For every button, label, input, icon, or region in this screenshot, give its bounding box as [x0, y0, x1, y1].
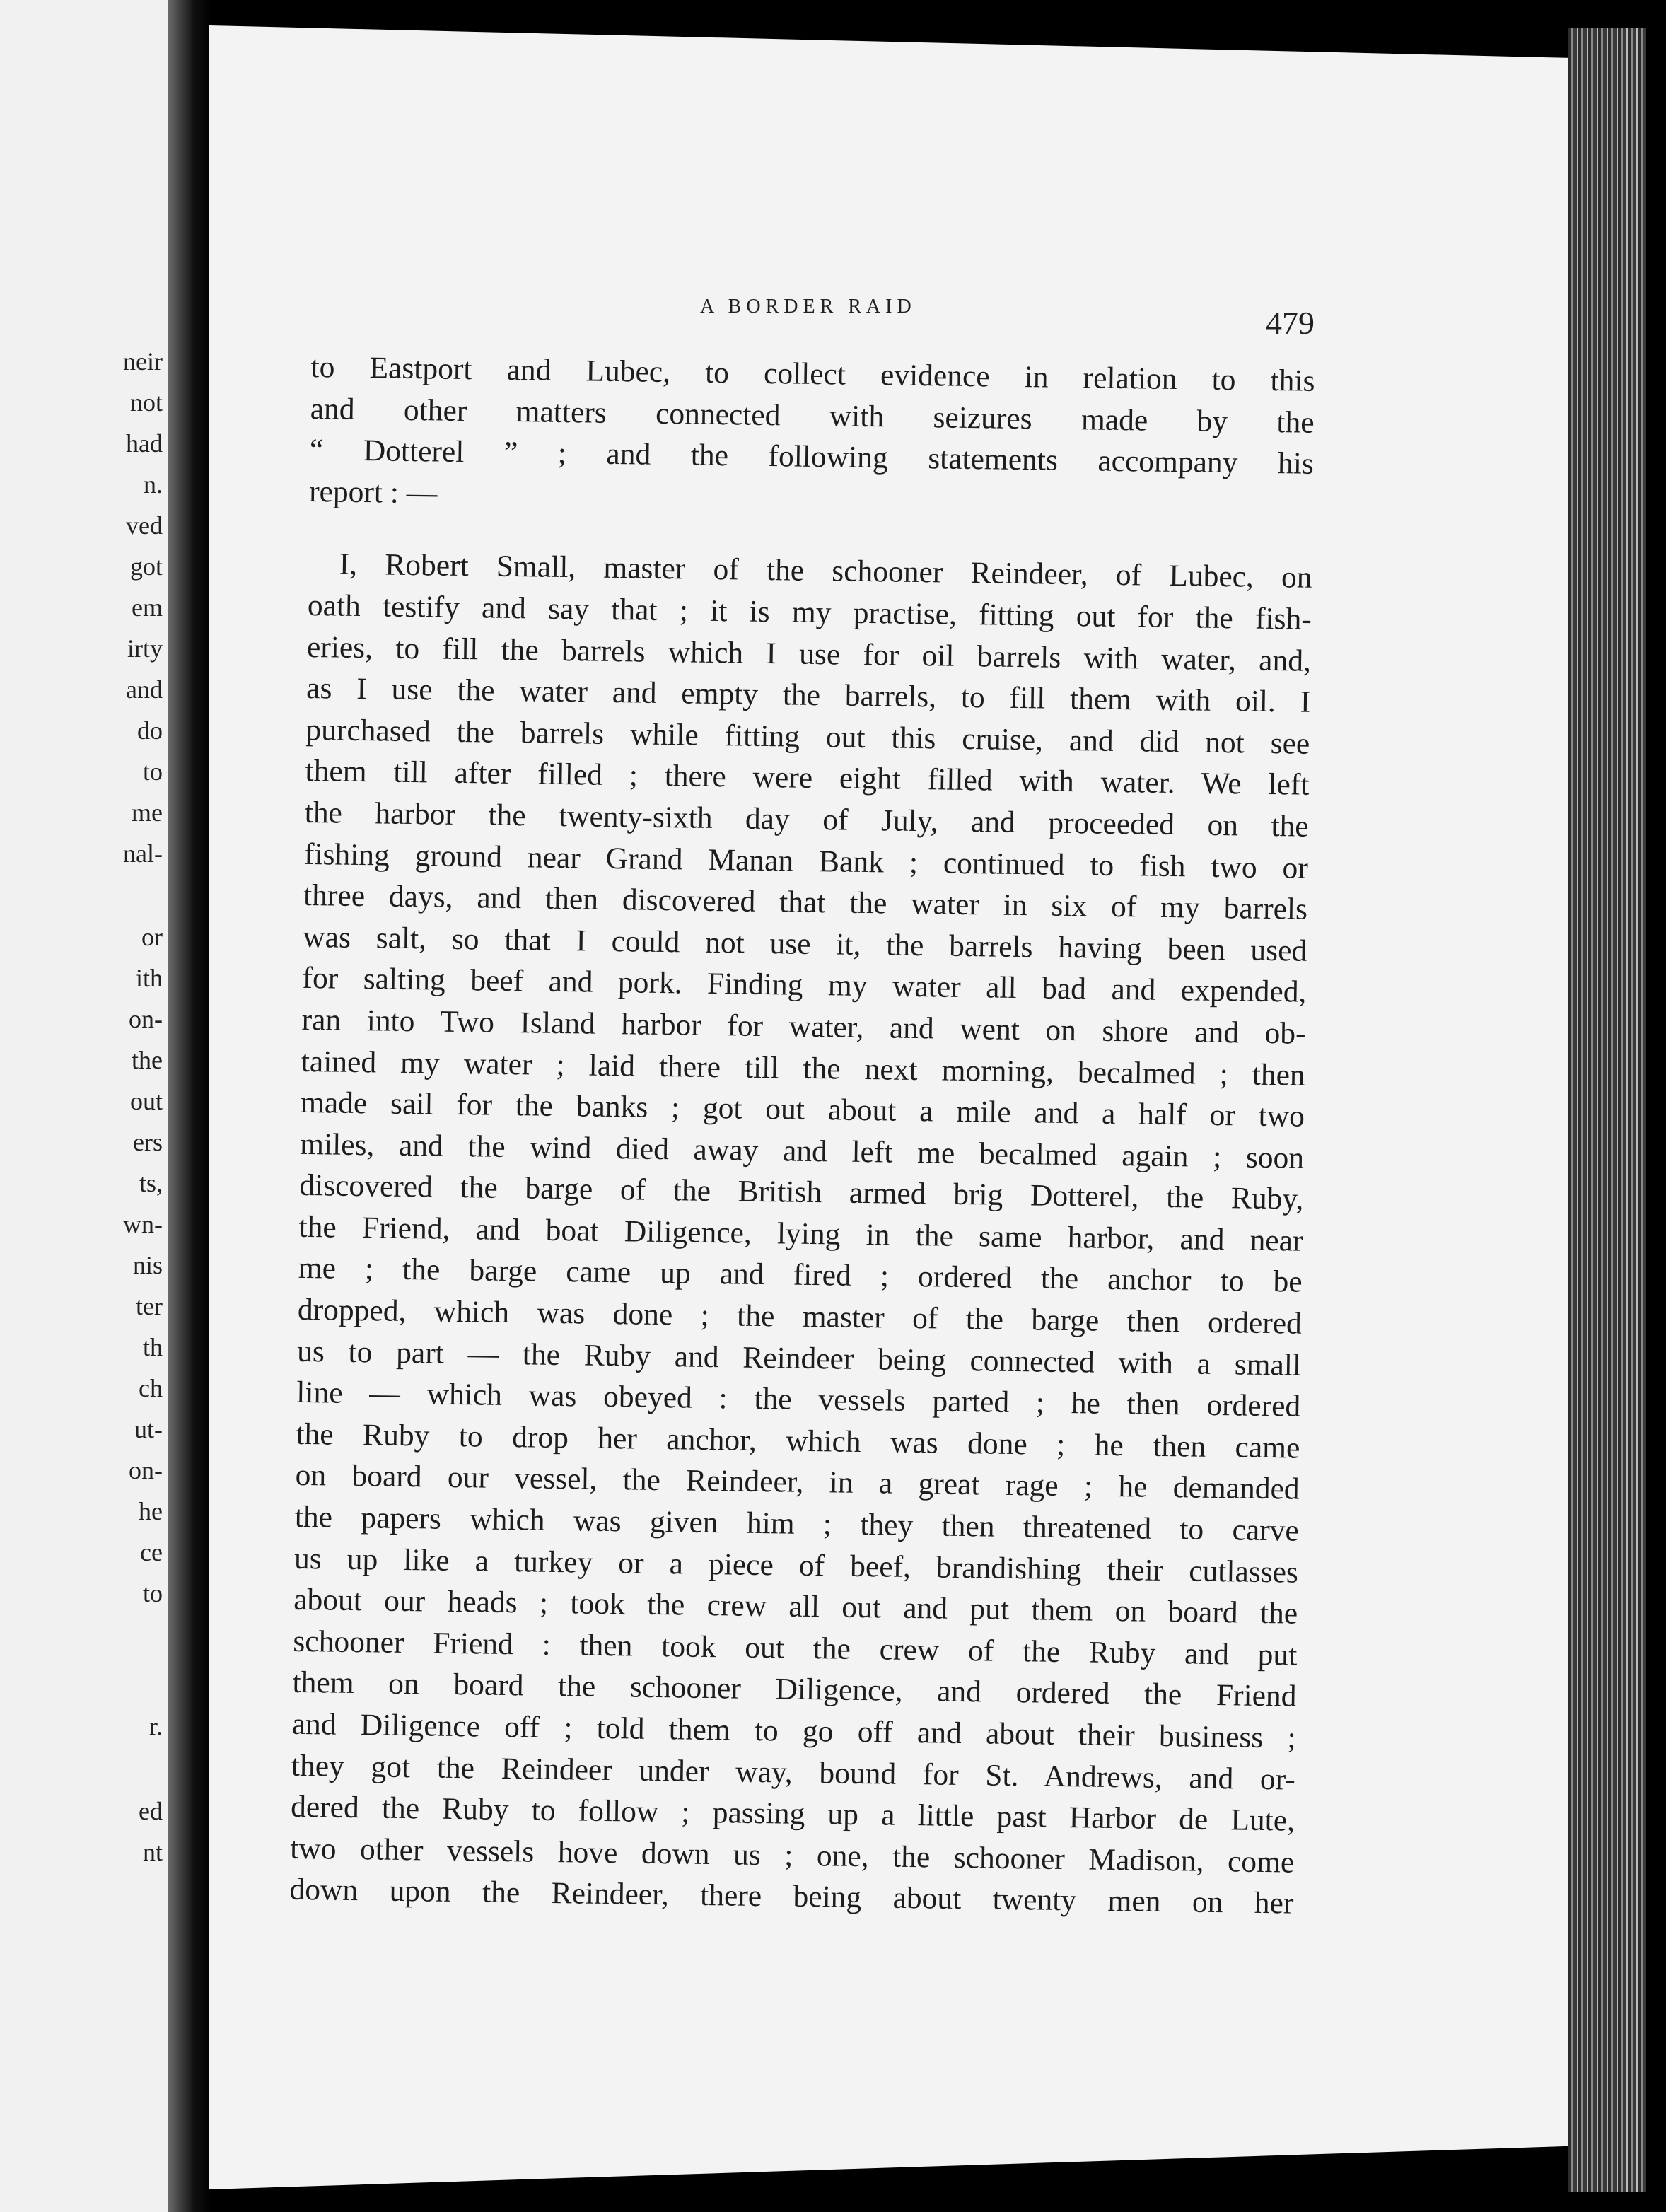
page-number: 479	[1266, 305, 1315, 341]
text-line: dropped, which was done ; the master of the barge then ordered	[297, 1292, 1303, 1341]
left-fragment: to	[142, 1579, 163, 1607]
running-head: A BORDER RAID	[700, 296, 916, 318]
book-gutter	[168, 0, 211, 2212]
text-line: purchased the barrels while fitting out this cruise, and did not see	[305, 712, 1310, 761]
left-fragment: n.	[144, 470, 163, 499]
text-line: dered the Ruby to follow ; passing up a little past Harbor de Lute,	[290, 1789, 1295, 1838]
text-line: tained my water ; laid there till the next morning, becalmed ; then	[301, 1044, 1306, 1093]
text-line: oath testify and say that ; it is my practise, fitting out for the fish-	[307, 588, 1312, 636]
text-line: us up like a turkey or a piece of beef, brandishing their cutlasses	[293, 1541, 1299, 1590]
left-fragment: ed	[139, 1797, 163, 1825]
scan-speck	[273, 0, 280, 7]
text-line: the harbor the twenty-sixth day of July, and proceeded on the	[304, 795, 1309, 844]
text-line: us to part — the Ruby and Reindeer being connected with a small	[296, 1334, 1302, 1382]
left-fragment: neir	[123, 347, 163, 376]
text-line: on board our vessel, the Reindeer, in a great rage ; he demanded	[295, 1458, 1300, 1507]
left-fragment: wn-	[123, 1210, 163, 1238]
text-line: discovered the barge of the British armed brig Dotterel, the Ruby,	[299, 1168, 1304, 1216]
text-line: I, Robert Small, master of the schooner Reindeer, of Lubec, on	[339, 547, 1312, 595]
text-line: miles, and the wind died away and left me becalmed again ; soon	[299, 1127, 1305, 1175]
left-fragment: on-	[129, 1456, 163, 1484]
text-line: eries, to fill the barrels which I use for oil barrels with water, and,	[306, 629, 1312, 678]
left-fragment: out	[129, 1087, 163, 1115]
text-line: ran into Two Island harbor for water, and went on shore and ob-	[301, 1002, 1306, 1051]
text-line: them on board the schooner Diligence, and ordered the Friend	[292, 1665, 1297, 1714]
left-fragment: or	[141, 923, 163, 951]
text-line: two other vessels hove down us ; one, the schooner Madison, come	[290, 1831, 1295, 1880]
body-text	[289, 347, 1315, 1925]
text-line: about our heads ; took the crew all out and put them on board the	[293, 1583, 1298, 1631]
text-line: made sail for the banks ; got out about a mile and a half or two	[300, 1085, 1305, 1134]
text-line: me ; the barge came up and fired ; ordered the anchor to be	[298, 1251, 1303, 1300]
left-fragment: nal-	[123, 839, 163, 868]
text-line: the papers which was given him ; they then threatened to carve	[294, 1499, 1300, 1548]
left-fragment: he	[139, 1497, 163, 1525]
text-line: them till after filled ; there were eight filled with water. We left	[305, 754, 1310, 803]
left-fragment: ch	[139, 1374, 163, 1402]
text-line: fishing ground near Grand Manan Bank ; continued to fish two or	[303, 837, 1309, 885]
text-line: down upon the Reindeer, there being about twenty men on her	[289, 1873, 1294, 1921]
text-line: the Ruby to drop her anchor, which was done ; he then came	[296, 1416, 1300, 1465]
left-fragment: th	[142, 1333, 163, 1361]
left-fragment: got	[129, 552, 163, 581]
text-line: the Friend, and boat Diligence, lying in the same harbor, and near	[298, 1209, 1303, 1258]
left-fragment: and	[126, 675, 163, 704]
text-line: and Diligence off ; told them to go off and about their business ;	[291, 1706, 1296, 1755]
left-fragment: had	[126, 429, 163, 458]
left-fragment: on-	[129, 1005, 163, 1033]
text-line: for salting beef and pork. Finding my water all bad and expended,	[302, 961, 1307, 1010]
text-line: three days, and then discovered that the water in six of my barrels	[303, 878, 1308, 926]
text-line: and other matters connected with seizures made by the	[310, 391, 1315, 440]
text-line: “ Dotterel ” ; and the following statements accompany his	[309, 433, 1315, 481]
left-fragment: nis	[132, 1251, 163, 1279]
left-fragment: em	[132, 593, 163, 622]
left-page	[0, 0, 168, 2212]
left-fragment: nt	[142, 1838, 163, 1866]
text-line: schooner Friend : then took out the crew of the Ruby and put	[293, 1624, 1298, 1672]
text-line: report : —	[308, 474, 438, 511]
left-fragment: ers	[133, 1128, 163, 1156]
left-fragment: irty	[127, 634, 163, 663]
left-fragment: do	[137, 716, 163, 745]
left-fragment: to	[142, 757, 163, 786]
left-fragment: ith	[135, 964, 163, 992]
paragraph	[289, 543, 1312, 1924]
left-fragment: r.	[148, 1712, 163, 1740]
left-fragment: the	[132, 1046, 163, 1074]
left-fragment: ved	[126, 511, 163, 540]
text-line: as I use the water and empty the barrels, to fill them with oil. I	[305, 671, 1311, 719]
left-fragment: ut-	[134, 1415, 163, 1443]
text-line: they got the Reindeer under way, bound for St. Andrews, and or-	[291, 1748, 1296, 1797]
left-fragment: not	[129, 388, 163, 417]
page-edges	[1568, 28, 1646, 2192]
text-line: to Eastport and Lubec, to collect evidence in relation to this	[310, 349, 1315, 398]
text-line: line — which was obeyed : the vessels parted ; he then ordered	[296, 1375, 1301, 1424]
left-fragment: ts,	[139, 1169, 163, 1197]
paragraph	[309, 347, 1315, 526]
text-line: was salt, so that I could not use it, the barrels having been used	[303, 919, 1307, 968]
left-fragment: ter	[136, 1292, 163, 1320]
left-fragment: ce	[140, 1538, 163, 1566]
left-fragment: me	[132, 798, 163, 827]
